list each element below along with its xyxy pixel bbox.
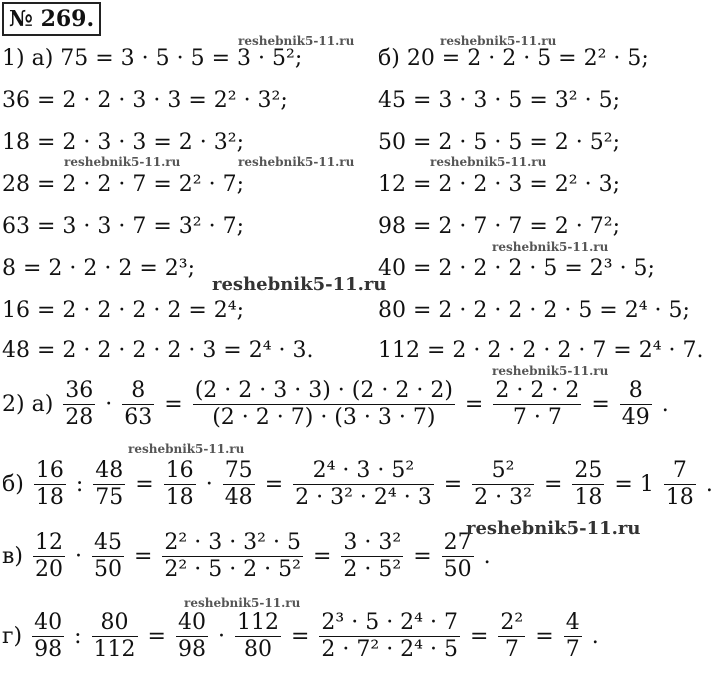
operator: : [74,624,82,649]
fraction: $\frac{80}{112}$ [93,610,136,662]
equals-sign: = [147,624,166,649]
equals-sign: = [614,472,633,497]
watermark-text: reshebnik5-11.ru [212,274,387,295]
expression-2v [2,530,491,583]
fraction: $\frac{\text{2³ · 5 · 2⁴ · 7}}{\text{2 · 7² · 2⁴ · 5}}$ [321,610,458,662]
equals-sign: = [264,472,284,497]
left-line-6: 8 = 2 · 2 · 2 = 2³; [2,256,196,281]
fraction: $\frac{\text{5²}}{\text{2 · 3²}}$ [474,458,532,510]
label-2b: б) [2,472,24,497]
operator: · [74,544,82,569]
period: . [705,472,713,497]
right-line-1: б) 20 = 2 · 2 · 5 = 2² · 5; [378,46,649,71]
expression-2g [2,610,599,663]
fraction: $\frac{4}{7}$ [565,610,580,662]
equals-sign: = [464,392,484,417]
left-line-7: 16 = 2 · 2 · 2 · 2 = 2⁴; [2,298,244,323]
operator: · [217,624,225,649]
right-line-2: 45 = 3 · 3 · 5 = 3² · 5; [378,88,620,113]
fraction: $\frac{\text{3 · 3²}}{\text{2 · 5²}}$ [343,530,402,582]
problem-number-badge: № 269. [2,2,101,36]
left-line-8: 48 = 2 · 2 · 2 · 2 · 3 = 2⁴ · 3. [2,338,314,363]
watermark-text: reshebnik5-11.ru [466,518,641,539]
operator: · [205,472,213,497]
watermark-text: reshebnik5-11.ru [492,240,609,254]
fraction: $\frac{\text{2²}}{7}$ [500,610,524,662]
label-2g: г) [2,624,23,649]
right-line-4: 12 = 2 · 2 · 3 = 2² · 3; [378,172,620,197]
left-line-4: 28 = 2 · 2 · 7 = 2² · 7; [2,172,244,197]
watermark-text: reshebnik5-11.ru [128,442,245,456]
right-line-6: 40 = 2 · 2 · 2 · 5 = 2³ · 5; [378,256,655,281]
watermark-text: reshebnik5-11.ru [430,155,547,169]
watermark-text: reshebnik5-11.ru [184,596,301,610]
expression-2b [2,458,713,511]
equals-sign: = [413,544,432,569]
fraction: $\frac{48}{75}$ [95,458,124,510]
left-line-3: 18 = 2 · 3 · 3 = 2 · 3²; [2,130,244,155]
fraction: $\frac{2 \cdot 2 \cdot 2}{7 \cdot 7}$ [495,378,580,430]
fraction: $\frac{16}{18}$ [165,458,194,510]
label-2v: в) [2,544,23,569]
watermark-text: reshebnik5-11.ru [238,34,355,48]
operator: · [105,392,113,417]
equals-sign: = [164,392,183,417]
watermark-text: reshebnik5-11.ru [440,34,557,48]
fraction: $\frac{27}{50}$ [443,530,472,582]
fraction: $\frac{40}{98}$ [177,610,206,662]
expression-2a [2,378,669,431]
fraction: $\frac{(2 \cdot 2 \cdot 3 \cdot 3) \cdot (2 \cdot 2 \cdot 2)}{(2 \cdot 2 \cdot 7) \cdot (3 \cdot 3 \cdot 7)}$ [194,378,453,430]
equals-sign: = [312,544,332,569]
watermark-text: reshebnik5-11.ru [492,364,609,378]
fraction: $\frac{40}{98}$ [34,610,63,662]
fraction: $\frac{16}{18}$ [35,458,64,510]
equals-sign: = [133,544,153,569]
period: . [591,624,599,649]
period: . [661,392,669,417]
right-line-7: 80 = 2 · 2 · 2 · 2 · 5 = 2⁴ · 5; [378,298,690,323]
equals-sign: = [535,624,554,649]
left-line-1: 1) а) 75 = 3 · 5 · 5 = 3 · 5²; [2,46,303,71]
watermark-text: reshebnik5-11.ru [238,155,355,169]
right-line-8: 112 = 2 · 2 · 2 · 2 · 7 = 2⁴ · 7. [378,338,704,363]
fraction: $\frac{7}{18}$ [665,458,694,510]
fraction: $\frac{8}{63}$ [124,378,153,430]
left-line-2: 36 = 2 · 2 · 3 · 3 = 2² · 3²; [2,88,288,113]
equals-sign: = [591,392,610,417]
fraction: $\frac{12}{20}$ [34,530,63,582]
right-line-5: 98 = 2 · 7 · 7 = 2 · 7²; [378,214,620,239]
fraction: $\frac{75}{48}$ [224,458,253,510]
fraction: $\frac{8}{49}$ [621,378,650,430]
fraction: $\frac{36}{28}$ [65,378,94,430]
equals-sign: = [290,624,310,649]
fraction: $\frac{45}{50}$ [93,530,122,582]
equals-sign: = [443,472,463,497]
period: . [483,544,491,569]
left-line-5: 63 = 3 · 3 · 7 = 3² · 7; [2,214,244,239]
whole-part: 1 [639,472,654,497]
operator: : [75,472,84,497]
fraction: $\frac{112}{80}$ [236,610,279,662]
equals-sign: = [543,472,563,497]
fraction: $\frac{\text{2² · 3 · 3² · 5}}{\text{2² · 5 · 2 · 5²}}$ [164,530,301,582]
equals-sign: = [469,624,489,649]
right-line-3: 50 = 2 · 5 · 5 = 2 · 5²; [378,130,620,155]
fraction: $\frac{\text{2⁴ · 3 · 5²}}{\text{2 · 3² · 2⁴ · 3}}$ [295,458,432,510]
watermark-text: reshebnik5-11.ru [64,155,181,169]
equals-sign: = [135,472,154,497]
fraction: $\frac{25}{18}$ [574,458,603,510]
label-2a: 2) а) [2,392,54,417]
